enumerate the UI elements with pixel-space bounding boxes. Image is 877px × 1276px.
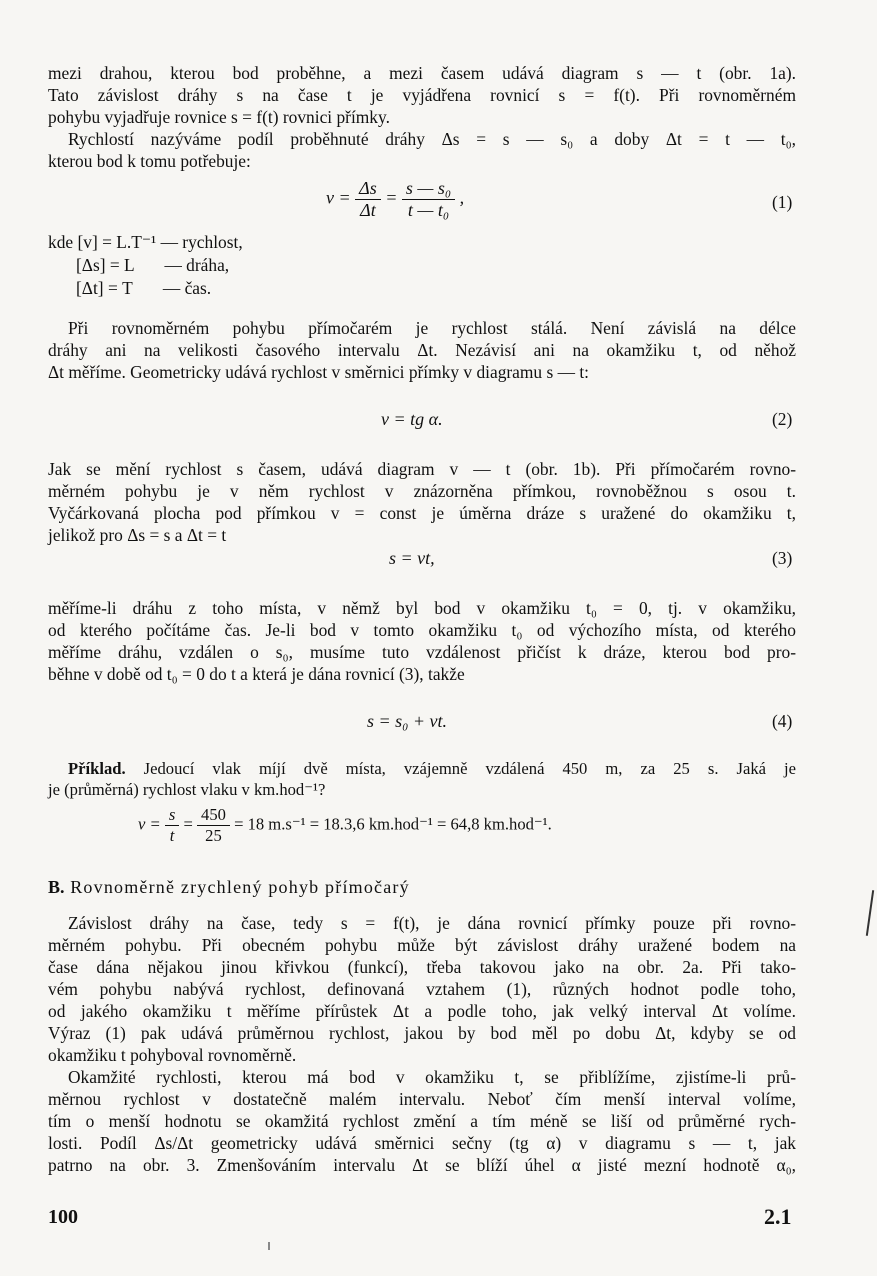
example-text: Jedoucí vlak míjí dvě místa, vzájemně vzdálená 450 m, za 25 s. Jaká je [143, 759, 796, 778]
text-line: Při rovnoměrném pohybu přímočarém je rychlost stálá. Není závislá na délce [68, 318, 796, 338]
equation-2: v = tg α. [381, 409, 443, 429]
text-line: čase dána nějakou jinou křivkou (funkcí), třeba takovou jako na obr. 2a. Při tako- [48, 957, 796, 977]
text-line: patrno na obr. 3. Zmenšováním intervalu Δt se blíží úhel α jisté mezní hodnotě α₀, [48, 1155, 796, 1175]
eq1-equals: = [385, 187, 398, 208]
unit-line: [Δt] = T — čas. [76, 278, 212, 298]
text-line: měříme-li dráhu z toho místa, v němž byl bod v okamžiku t₀ = 0, tj. v okamžiku, [48, 598, 796, 618]
eq1-denominator-2: t — t₀ [407, 200, 450, 220]
text-line: Okamžité rychlosti, kterou má bod v okamžiku t, se přiblížíme, zjistíme-li prů- [68, 1067, 796, 1087]
text-line: jelikož pro Δs = s a Δt = t [48, 525, 227, 545]
calc-equals: = [183, 814, 193, 834]
text-line: vém pohybu nabývá rychlost, definovaná vztahem (1), různých hodnot podle toho, [48, 979, 796, 999]
equation-label-1: (1) [772, 192, 793, 212]
example-label: Příklad. [68, 759, 126, 778]
text-line: Závislost dráhy na čase, tedy s = f(t), je dána rovnicí přímky pouze při rovno- [68, 913, 796, 933]
text-line: Výraz (1) pak udává průměrnou rychlost, jakou by bod měl po dobu Δt, kdyby se od [48, 1023, 796, 1043]
text-line: Δt měříme. Geometricky udává rychlost v směrnici přímky v diagramu s — t: [48, 362, 589, 382]
text-line: losti. Podíl Δs/Δt geometricky udává směrnici sečny (tg α) v diagramu s — t, jak [48, 1133, 796, 1153]
unit-line: [Δs] = L — dráha, [76, 255, 230, 275]
eq1-lhs: v = [326, 187, 351, 208]
example-line [68, 758, 796, 780]
scan-edge-mark [866, 890, 874, 936]
text-line: tím o menší hodnotu se okamžitá rychlost změní a tím méně se liší od průměrné rych- [48, 1111, 796, 1131]
section-heading-letter: B. [48, 877, 65, 897]
calc-denominator-1: t [169, 826, 175, 845]
equation-label-4: (4) [772, 711, 793, 731]
text-line: kterou bod k tomu potřebuje: [48, 151, 251, 171]
text-line: běhne v době od t₀ = 0 do t a která je dána rovnicí (3), takže [48, 664, 465, 684]
text-line: Tato závislost dráhy s na čase t je vyjádřena rovnicí s = f(t). Při rovnoměrném [48, 85, 796, 105]
eq1-numerator-2: s — s₀ [402, 178, 455, 200]
calc-rest: = 18 m.s⁻¹ = 18.3,6 km.hod⁻¹ = 64,8 km.hod⁻¹. [234, 814, 552, 834]
text-line: okamžiku t pohyboval rovnoměrně. [48, 1045, 297, 1065]
section-number: 2.1 [764, 1204, 792, 1229]
calc-lhs: v = [138, 814, 161, 834]
calc-fraction-2 [197, 805, 230, 846]
text-line: měrném pohybu je v něm rychlost v znázorněna přímkou, rovnoběžnou s osou t. [48, 481, 796, 501]
text-line: od kterého počítáme čas. Je-li bod v tomto okamžiku t₀ od výchozího místa, od kterého [48, 620, 796, 640]
text-line: od jakého okamžiku t měříme přírůstek Δt a podle toho, jak velký interval Δt volíme. [48, 1001, 796, 1021]
equation-label-2: (2) [772, 409, 793, 429]
text-line: pohybu vyjadřuje rovnice s = f(t) rovnici přímky. [48, 107, 390, 127]
text-line: Rychlostí nazýváme podíl proběhnuté dráhy Δs = s — s₀ a doby Δt = t — t₀, [68, 129, 796, 149]
equation-label-3: (3) [772, 548, 793, 568]
eq1-tail: , [459, 187, 465, 208]
eq1-numerator-1: Δs [355, 178, 381, 200]
text-line: měrnou rychlost v dostatečně malém intervalu. Neboť čím menší interval volíme, [48, 1089, 796, 1109]
text-line: mezi drahou, kterou bod proběhne, a mezi časem udává diagram s — t (obr. 1a). [48, 63, 796, 83]
page-number: 100 [48, 1206, 78, 1228]
text-line: měříme dráhu, vzdálen o s₀, musíme tuto vzdálenost přičíst k dráze, kterou bod pro- [48, 642, 796, 662]
equation-3: s = vt, [389, 548, 435, 568]
eq1-fraction-1 [355, 178, 381, 221]
calc-denominator-2: 25 [205, 826, 222, 845]
example-calculation [138, 805, 552, 846]
example-line: je (průměrná) rychlost vlaku v km.hod⁻¹? [48, 780, 326, 799]
eq1-denominator-1: Δt [360, 200, 376, 220]
text-line: měrném pohybu. Při obecném pohybu může být závislost dráhy uražené bodem na [48, 935, 796, 955]
scan-dust-mark [268, 1242, 270, 1250]
calc-numerator-1: s [165, 805, 179, 826]
equation-1 [326, 178, 464, 221]
text-line: Jak se mění rychlost s časem, udává diagram v — t (obr. 1b). Při přímočarém rovno- [48, 459, 796, 479]
section-heading-title: Rovnoměrně zrychlený pohyb přímočarý [70, 877, 410, 897]
calc-numerator-2: 450 [197, 805, 230, 826]
unit-line: kde [v] = L.T⁻¹ — rychlost, [48, 232, 243, 252]
text-line: dráhy ani na velikosti časového intervalu Δt. Nezávisí ani na okamžiku t, od něhož [48, 340, 796, 360]
calc-fraction-1 [165, 805, 179, 846]
eq1-fraction-2 [402, 178, 455, 221]
text-line: Vyčárkovaná plocha pod přímkou v = const je úměrna dráze s uražené do okamžiku t, [48, 503, 796, 523]
equation-4: s = s₀ + vt. [367, 711, 448, 731]
section-heading [48, 877, 410, 898]
